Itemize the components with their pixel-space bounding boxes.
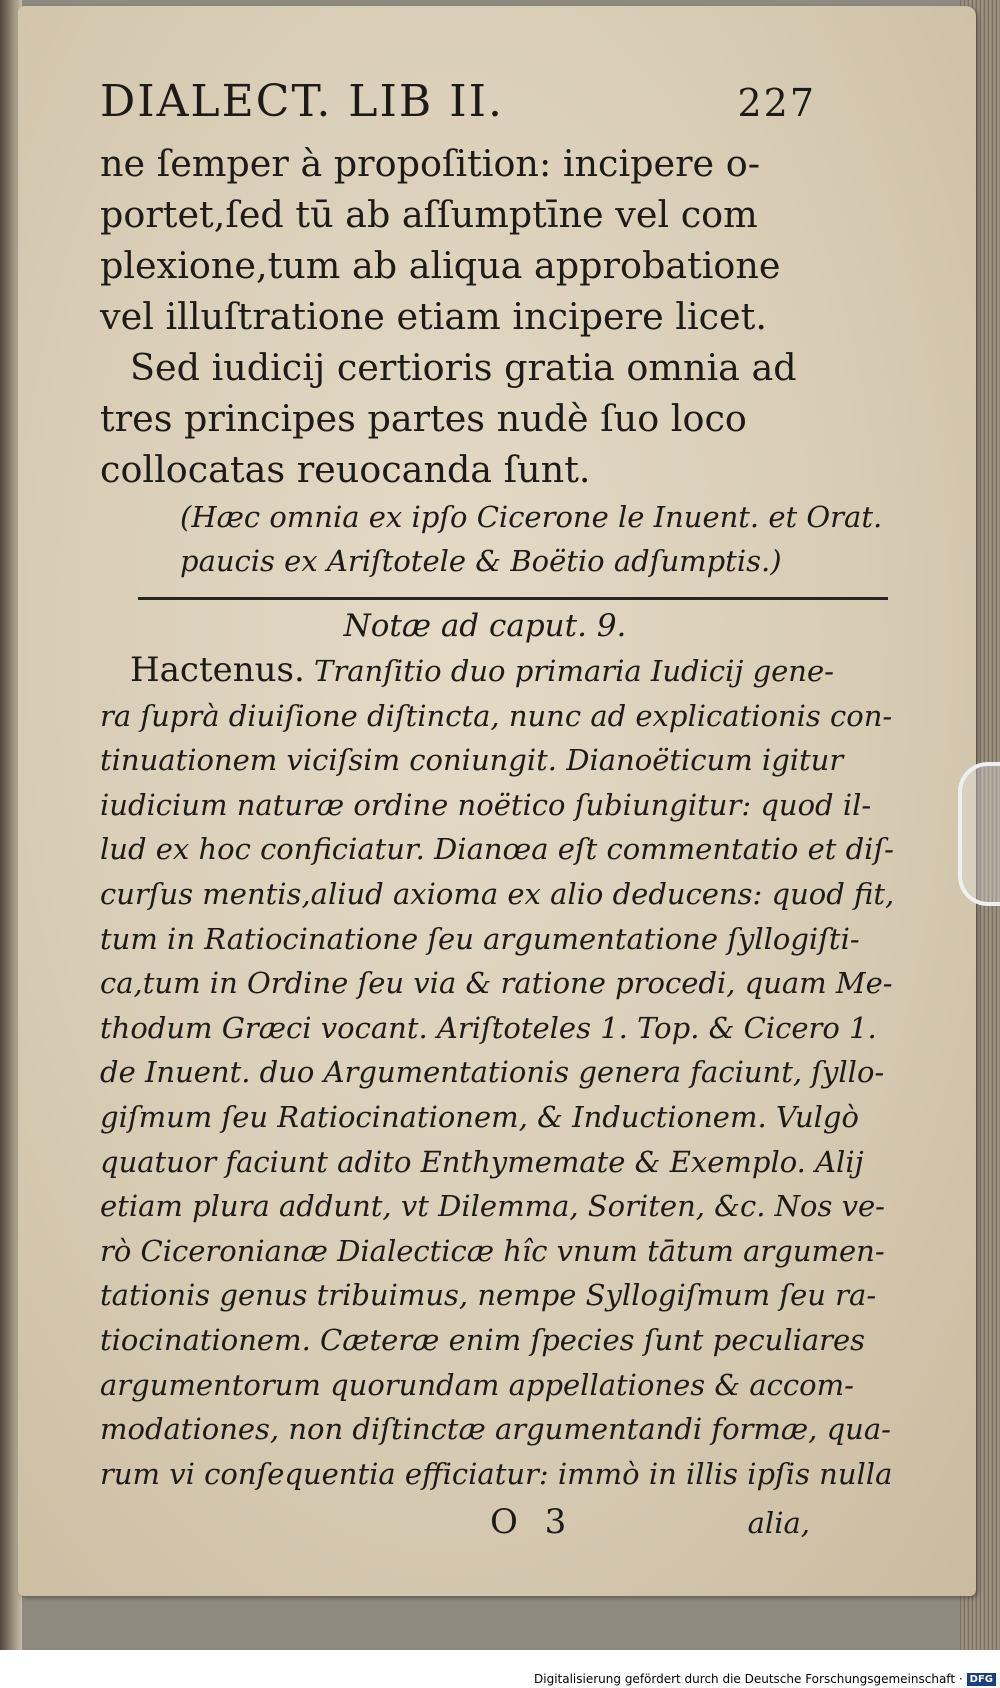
body-line: tres principes partes nudè ſuo loco [100,397,747,440]
divider-rule [138,597,888,600]
body-line: ne ſemper à propoſition: incipere o- [100,142,761,185]
page-footer [100,1502,810,1542]
digitization-credit [534,1672,996,1686]
note-line: ca,tum in Ordine ſeu via & ratione procedi, quam Me- [100,966,893,1001]
note-line: curſus mentis,aliud axioma ex alio deducens: quod fit, [100,876,895,911]
credit-text: Digitalisierung gefördert durch die Deutsche Forschungsgemeinschaft · [534,1672,963,1686]
source-note: (Hæc omnia ex ipſo Cicerone le Inuent. et Orat. [180,500,883,534]
body-line: Sed iudicij certioris gratia omnia ad [130,346,797,389]
note-line: modationes, non diſtinctæ argumentandi formæ, qua- [100,1412,891,1447]
note-line: giſmum ſeu Ratiocinationem, & Inductionem. Vulgò [100,1099,859,1134]
note-text: Tranſitio duo primaria Iudicij gene- [304,654,834,688]
running-header [100,76,816,138]
note-line: rò Ciceronianæ Dialecticæ hîc vnum tātum argumen- [100,1233,885,1268]
dfg-logo: DFG [967,1673,996,1686]
source-note: paucis ex Ariſtotele & Boëtio adſumptis.) [180,544,782,578]
note-line: rum vi conſequentia efficiatur: immò in illis ipſis nulla [100,1456,893,1491]
page-clip [958,762,1000,906]
body-line: plexione,tum ab aliqua approbatione [100,244,781,287]
note-line: ra ſuprà diuiſione diſtincta, nunc ad explicationis con- [100,698,893,733]
note-line: quatuor faciunt adito Enthymemate & Exemplo. Alij [100,1144,864,1179]
page-text [100,76,895,1543]
note-line: tationis genus tribuimus, nempe Syllogiſmum ſeu ra- [100,1278,877,1313]
body-line: vel illuſtratione etiam incipere licet. [100,295,767,338]
note-lead-word: Hactenus. [130,650,305,690]
page-number: 227 [737,81,816,125]
note-line: thodum Græci vocant. Ariſtoteles 1. Top. & Cicero 1. [100,1010,877,1045]
body-line: portet,ſed tū ab aſſumptīne vel com [100,193,758,236]
signature-mark: O 3 [490,1502,575,1543]
running-title: DIALECT. LIB II. [100,76,504,127]
catchword: alia, [747,1506,810,1541]
note-line: etiam plura addunt, vt Dilemma, Soriten, &c. Nos ve- [100,1189,885,1224]
note-line [100,648,834,694]
note-line: tinuationem viciſsim coniungit. Dianoëticum igitur [100,743,844,778]
body-line: collocatas reuocanda ſunt. [100,448,591,491]
notes-title: Notæ ad caput. 9. [343,608,627,644]
note-line: argumentorum quorundam appellationes & accom- [100,1367,854,1402]
note-line: tum in Ratiocinatione ſeu argumentatione ſyllogiſti- [100,921,860,956]
note-line: de Inuent. duo Argumentationis genera faciunt, ſyllo- [100,1055,885,1090]
note-line: tiocinationem. Cæteræ enim ſpecies ſunt peculiares [100,1322,866,1357]
note-line: lud ex hoc conficiatur. Dianœa eſt commentatio et diſ- [100,832,894,867]
note-line: iudicium naturæ ordine noëtico ſubiungitur: quod il- [100,787,872,822]
